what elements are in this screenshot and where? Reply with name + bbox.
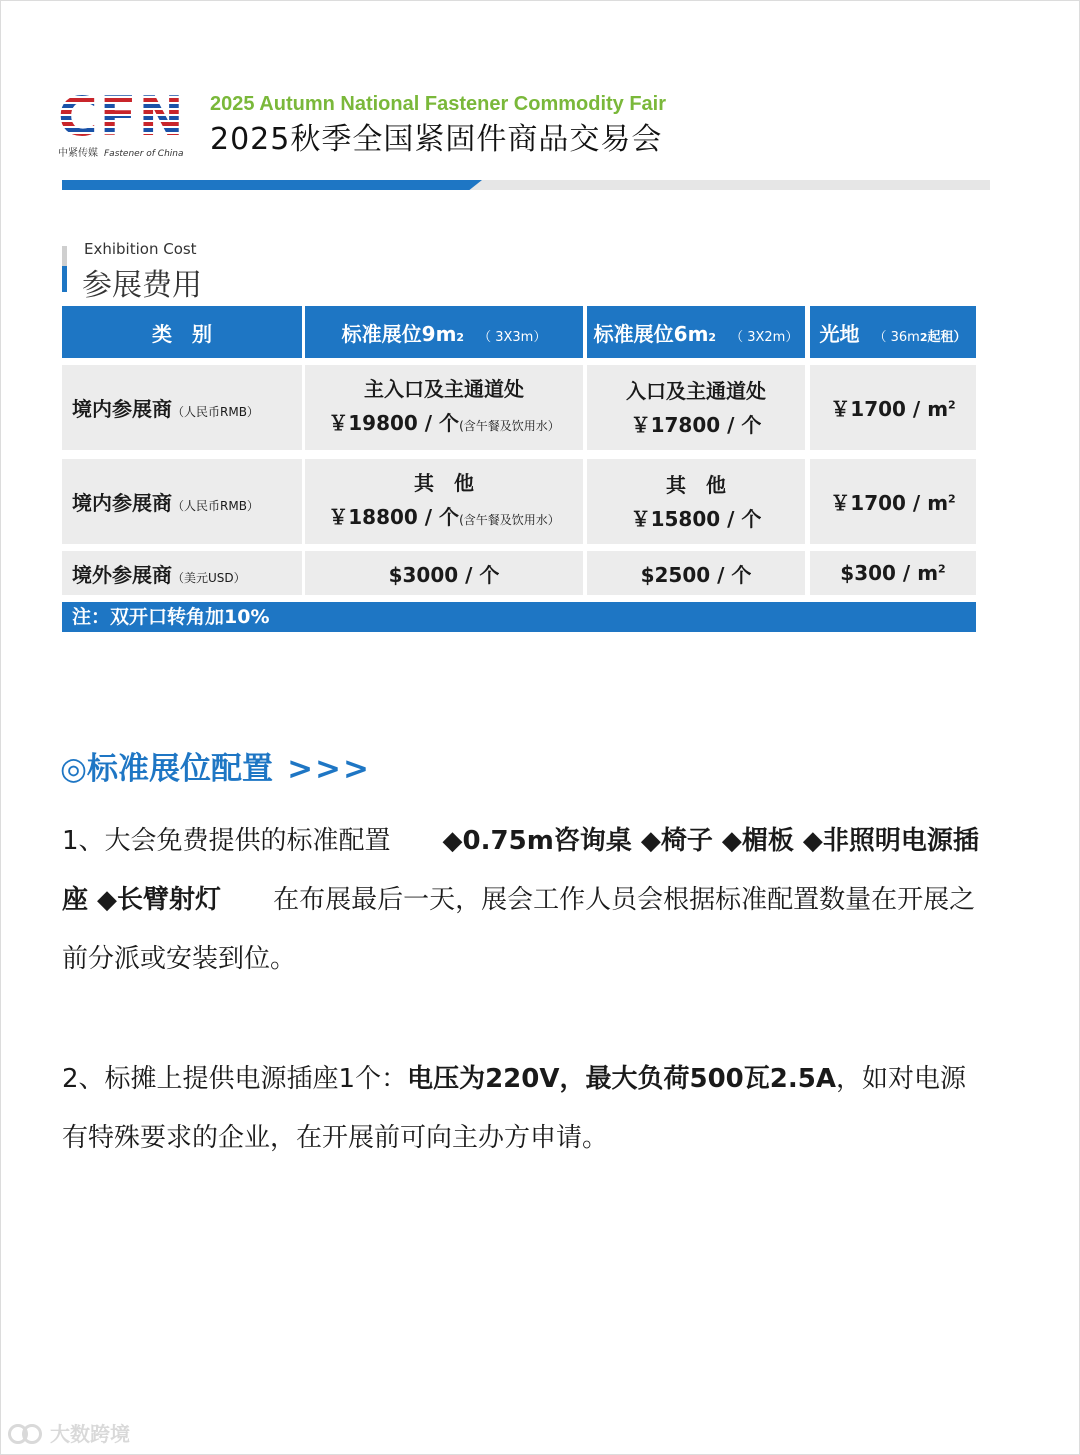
booth9-desc: 其 他 — [414, 471, 474, 495]
standard-paragraph-1 — [62, 812, 982, 989]
header-booth6-sup: 2 — [708, 330, 717, 344]
booth6-desc: 其 他 — [666, 472, 726, 497]
booth9-desc: 主入口及主通道处 — [364, 377, 524, 401]
row-raw-cell — [810, 551, 976, 595]
table-row — [62, 459, 978, 544]
header-divider-accent — [62, 180, 482, 190]
table-row — [62, 365, 978, 450]
row-label: 境内参展商 — [72, 397, 172, 421]
row-raw-cell — [810, 365, 976, 450]
header-booth9-label: 标准展位9m — [341, 321, 457, 346]
row-currency: （美元USD） — [172, 570, 246, 585]
fair-title-en: 2025 Autumn National Fastener Commodity Fair — [210, 93, 667, 115]
row-label: 境外参展商 — [72, 562, 172, 587]
header-booth6-label: 标准展位6m — [593, 321, 709, 346]
cost-title-en: Exhibition Cost — [84, 240, 197, 258]
row-booth6-cell — [587, 551, 805, 595]
header-raw-note-sup: 2 — [919, 330, 928, 344]
chevrons-right-icon: >>> — [287, 751, 371, 787]
table-row — [62, 551, 978, 595]
raw-sup: 2 — [948, 492, 956, 506]
header-raw-space — [810, 306, 976, 358]
standard-booth-heading — [60, 743, 371, 788]
standard-paragraph-2 — [62, 1050, 982, 1168]
row-raw-cell — [810, 459, 976, 544]
row-booth9-cell — [305, 551, 583, 595]
header-booth9-sup: 2 — [456, 330, 465, 344]
row-label: 境内参展商 — [72, 491, 172, 515]
booth9-price: $3000 / 个 — [388, 562, 500, 587]
header-booth9-size: （ 3X3m） — [478, 329, 547, 345]
header-raw-note-b: 起租） — [927, 329, 967, 345]
heading-marker-grey — [62, 246, 67, 266]
logo-subtitle — [58, 144, 198, 159]
header-booth6-size: （ 3X2m） — [730, 329, 799, 345]
raw-price: $300 / m — [840, 561, 939, 585]
table-header-row — [62, 306, 978, 358]
header-booth9 — [305, 306, 583, 358]
row-currency: （人民币RMB） — [172, 499, 259, 513]
booth6-price: ￥17800 / 个 — [630, 412, 762, 437]
booth6-desc: 入口及主通道处 — [626, 378, 766, 403]
raw-sup: 2 — [948, 398, 956, 412]
booth9-note: (含午餐及饮用水） — [459, 419, 560, 433]
row-label-cell — [62, 551, 302, 595]
header-category — [62, 306, 302, 358]
row-label-cell — [62, 365, 302, 450]
cfn-logo — [58, 85, 198, 159]
booth6-price: ￥15800 / 个 — [630, 506, 762, 531]
p1-detail: 在布展最后一天，展会工作人员会根据标准配置数量在开展之前分派或安装到位。 — [62, 885, 976, 974]
header-divider — [62, 180, 990, 190]
header-raw-label: 光地 — [819, 321, 860, 346]
row-label-cell — [62, 459, 302, 544]
booth9-note: (含午餐及饮用水） — [459, 513, 560, 527]
row-booth9-cell — [305, 365, 583, 450]
row-booth6-cell — [587, 459, 805, 544]
header-raw-note-a: （ 36m — [873, 329, 920, 345]
watermark-text: 大数跨境 — [50, 1422, 130, 1446]
raw-price: ￥1700 / m — [830, 491, 949, 515]
raw-sup: 2 — [938, 562, 946, 576]
table-note: 注：双开口转角加10% — [62, 602, 976, 632]
row-booth9-cell — [305, 459, 583, 544]
p1-intro: 1、大会免费提供的标准配置 — [62, 826, 443, 856]
heading-marker-blue — [62, 266, 67, 292]
watermark-logo-icon — [8, 1420, 44, 1446]
header-category-label: 类 别 — [152, 321, 212, 346]
logo-sub-cn: 中紧传媒 — [58, 148, 98, 159]
raw-price: ￥1700 / m — [830, 397, 949, 421]
row-currency: （人民币RMB） — [172, 405, 259, 419]
booth9-price: ￥18800 / 个 — [328, 505, 460, 529]
booth9-price: ￥19800 / 个 — [328, 411, 460, 435]
fair-title-cn: 2025秋季全国紧固件商品交易会 — [210, 122, 663, 157]
header-booth6 — [587, 306, 805, 358]
standard-heading-text: ◎标准展位配置 — [60, 751, 274, 787]
p2-intro: 2、标摊上提供电源插座1个： — [62, 1064, 408, 1094]
booth6-price: $2500 / 个 — [640, 562, 752, 587]
cost-title-cn: 参展费用 — [82, 268, 202, 303]
logo-sub-en: Fastener of China — [104, 149, 184, 159]
logo-letters: CFN — [58, 92, 198, 142]
row-booth6-cell — [587, 365, 805, 450]
p1-items: ◆0.75m咨询桌 ◆椅子 ◆楣板 ◆非照明电源插座 ◆长臂射灯 — [62, 826, 979, 915]
p2-detail: ，如对电源有特殊要求的企业，在开展前可向主办方申请。 — [62, 1064, 966, 1153]
watermark — [8, 1418, 130, 1447]
p2-spec: 电压为220V，最大负荷500瓦2.5A — [407, 1064, 836, 1094]
